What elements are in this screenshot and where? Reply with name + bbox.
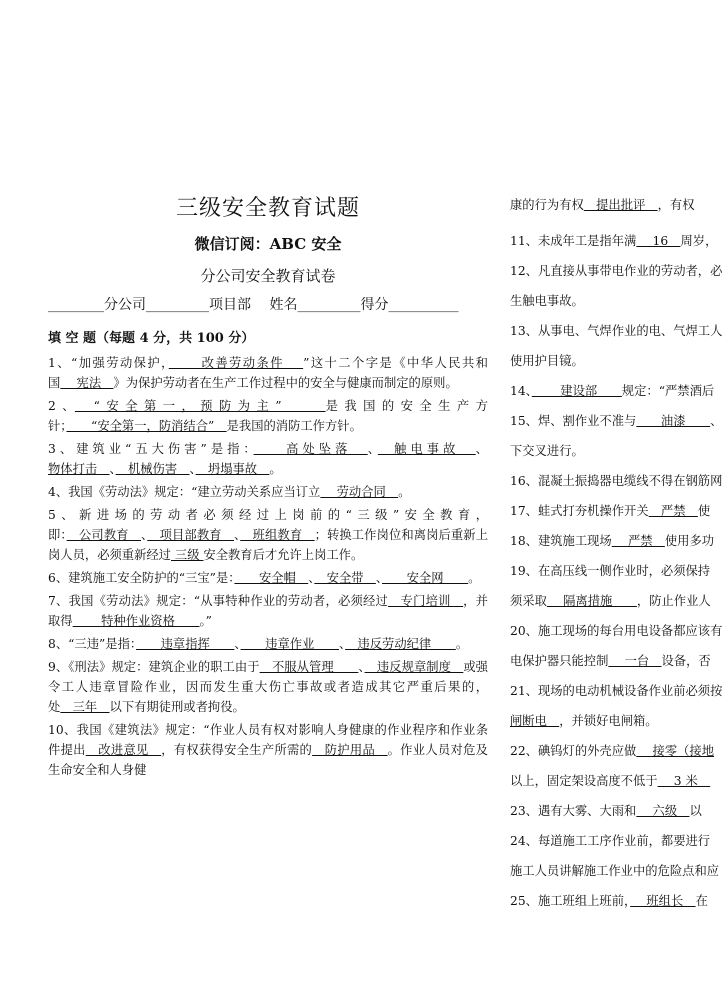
left-column <box>48 195 488 783</box>
question-line <box>510 501 710 521</box>
answer-blank: 班组教育 <box>240 528 315 542</box>
question-list <box>48 353 488 780</box>
question-item <box>48 568 488 588</box>
section-heading: 填 空 题（每题 4 分，共 100 分） <box>48 331 255 346</box>
question-text: 、 <box>234 528 241 542</box>
answer-blank: 三年 <box>60 700 110 714</box>
answer-blank: 16 <box>636 234 681 248</box>
question-text: 17、蛙式打夯机操作开关 <box>510 504 649 518</box>
question-text: 以上，固定架设高度不低于 <box>510 774 658 788</box>
answer-blank: 安全带 <box>314 571 376 585</box>
question-line <box>510 291 710 311</box>
question-line <box>510 321 722 341</box>
question-text: 25、施工班组上班前， <box>510 894 631 908</box>
answer-blank: 安全帽 <box>234 571 309 585</box>
question-text: 电保护器只能控制 <box>510 654 609 668</box>
question-line <box>510 471 722 491</box>
question-text: 、 <box>367 442 378 456</box>
question-text: 20、施工现场的每台用电设备都应该有 <box>510 624 722 638</box>
answer-blank: 接零（接地 <box>636 744 715 758</box>
question-text: 4、我国《劳动法》规定：“建立劳动关系应当订立 <box>48 485 321 499</box>
question-item <box>48 657 488 717</box>
question-item <box>48 720 488 780</box>
question-text: ，并取得 <box>48 594 488 628</box>
answer-blank: 3 米 <box>657 774 711 788</box>
question-text: ，有权 <box>657 198 695 212</box>
examinee-info-line <box>48 295 488 315</box>
question-text: 安全教育后才允许上岗工作。 <box>203 548 364 562</box>
question-text: 周岁， <box>680 234 718 248</box>
question-text: 、 <box>475 442 488 456</box>
question-text: 。 <box>398 485 411 499</box>
answer-blank: 宪法 <box>60 376 114 390</box>
question-item <box>48 396 488 436</box>
question-line <box>510 351 710 371</box>
question-text: 11、未成年工是指年满 <box>510 234 637 248</box>
question-text: 以 <box>689 804 702 818</box>
question-line <box>510 861 720 881</box>
question-text: 、 <box>234 637 241 651</box>
question-text: _________ <box>146 297 209 313</box>
question-text: 。 <box>269 462 282 476</box>
question-text: 12、凡直接从事带电作业的劳动者，必 <box>510 264 722 278</box>
answer-blank: 不服从管理 <box>259 660 359 674</box>
answer-blank: 物体打击 <box>48 462 110 476</box>
paper-subtitle: 分公司安全教育试卷 <box>200 267 336 285</box>
question-text: 7、我国《劳动法》规定：“从事特种作业的劳动者，必须经过 <box>48 594 389 608</box>
question-line <box>510 831 710 851</box>
answer-blank: 违反劳动纪律 <box>345 637 456 651</box>
question-text: 3、建筑业“五大伤害”是指： <box>48 442 254 456</box>
question-text: 22、碘钨灯的外壳应做 <box>510 744 637 758</box>
question-text: 、 <box>109 462 116 476</box>
wechat-subscription: 微信订阅：ABC 安全 <box>194 235 342 253</box>
answer-blank: 改进意见 <box>85 743 162 757</box>
question-text: ，防止作业人 <box>636 594 711 608</box>
question-item <box>48 591 488 631</box>
question-text: 、 <box>375 571 383 585</box>
question-text: 使用多功 <box>664 534 715 548</box>
answer-blank: 特种作业资格 <box>72 614 200 628</box>
question-text: 19、在高压线一侧作业时，必须保持 <box>510 564 711 578</box>
exam-title: 三级安全教育试题 <box>175 196 360 221</box>
question-text: 是我国的消防工作方针。 <box>226 419 362 433</box>
answer-blank: 违章作业 <box>240 637 339 651</box>
question-text: 使 <box>697 504 711 518</box>
question-text: 设备，否 <box>661 654 711 668</box>
question-text: 是我国的安全生产方针； <box>48 399 488 433</box>
question-text: 9、《刑法》规定：建筑企业的职工由于 <box>48 660 260 674</box>
question-item <box>48 505 488 565</box>
question-text: 6、建筑施工安全防护的“三宝”是： <box>48 571 235 585</box>
question-line <box>510 771 710 791</box>
question-text: 、 <box>710 414 722 428</box>
question-item <box>48 482 488 502</box>
answer-blank: 公司教育 <box>66 528 141 542</box>
answer-blank: 劳动合同 <box>320 485 399 499</box>
question-item <box>48 353 488 393</box>
question-text: 2、 <box>48 399 75 413</box>
question-text: 》为保护劳动者在生产工作过程中的安全与健康而制定的原则。 <box>113 376 458 390</box>
question-line <box>510 261 722 281</box>
question-line <box>510 681 722 701</box>
answer-blank: 防护用品 <box>312 743 388 757</box>
question-text: 。 <box>468 571 481 585</box>
question-text: 14、 <box>510 384 532 398</box>
question-text: 、 <box>308 571 315 585</box>
question-item <box>48 439 488 479</box>
question-text: 。” <box>199 614 212 628</box>
question-text: 、 <box>141 528 148 542</box>
answer-blank: 专门培训 <box>388 594 464 608</box>
answer-blank: 违章指挥 <box>136 637 235 651</box>
answer-blank: 闸断电 <box>510 714 560 728</box>
question-text: 5、新进场的劳动者必须经过上岗前的“三级”安全教育，即： <box>48 508 488 542</box>
answer-blank: 高处坠落 <box>253 442 368 456</box>
answer-blank: 坍塌事故 <box>195 462 270 476</box>
answer-blank: 项目部教育 <box>147 528 234 542</box>
question-line <box>510 711 710 731</box>
question-text: 得分 <box>360 297 389 313</box>
question-line <box>510 231 718 251</box>
answer-blank: 一台 <box>608 654 662 668</box>
question-text: 或强令工人违章冒险作业，因而发生重大伤亡事故或者造成其它严重后果的，处 <box>48 660 488 714</box>
question-text: _________ <box>297 297 361 313</box>
answer-blank: “安全第一，预防为主” <box>74 399 326 413</box>
question-text: 21、现场的电动机械设备作业前必须按 <box>510 684 722 698</box>
question-line <box>510 801 710 821</box>
question-text: 13、从事电、气焊作业的电、气焊工人 <box>510 324 722 338</box>
question-text: 23、遇有大雾、大雨和 <box>510 804 637 818</box>
answer-blank: 六级 <box>636 804 690 818</box>
question-text: 18、建筑施工现场 <box>510 534 612 548</box>
question-text: 生触电事故。 <box>510 294 584 308</box>
question-text: ”这十二个字是《中华人民共和国 <box>48 356 488 390</box>
question-text: ，并锁好电闸箱。 <box>559 714 658 728</box>
question-text: 分公司 <box>104 297 146 313</box>
question-text: 项目部 姓名 <box>209 297 298 313</box>
question-item <box>48 634 488 654</box>
answer-blank: 违反规章制度 <box>364 660 464 674</box>
question-text: 1、“加强劳动保护， <box>48 356 169 370</box>
answer-blank: 触电事故 <box>377 442 476 456</box>
question-line <box>510 741 715 761</box>
question-text: ；转换工作岗位和离岗后重新上岗人员，必须重新经过 <box>48 528 488 562</box>
right-column <box>510 195 722 921</box>
answer-blank: 三级 <box>170 548 204 562</box>
answer-blank: 严禁 <box>648 504 698 518</box>
question-line <box>510 561 710 581</box>
question-text: 下交叉进行。 <box>510 444 584 458</box>
answer-blank: 隔离措施 <box>546 594 637 608</box>
question-text: 使用护目镜。 <box>510 354 584 368</box>
question-text: 规定：“严禁酒后 <box>621 384 715 398</box>
question-text: ，有权获得安全生产所需的 <box>161 743 313 757</box>
answer-blank: 改善劳动条件 <box>168 356 304 370</box>
question-line <box>510 411 722 431</box>
answer-blank: 安全网 <box>382 571 469 585</box>
answer-blank: 油漆 <box>636 414 711 428</box>
question-text: 15、焊、割作业不准与 <box>510 414 637 428</box>
question-line <box>510 651 710 671</box>
question-text: 须采取 <box>510 594 547 608</box>
question-text: ________ <box>48 297 104 313</box>
question-line <box>510 591 710 611</box>
question-line <box>510 195 710 215</box>
question-text: 、 <box>189 462 196 476</box>
question-line <box>510 381 715 401</box>
question-text: 。作业人员对危及生命安全和人身健 <box>48 743 488 777</box>
question-line <box>510 441 710 461</box>
question-text: 10、我国《建筑法》规定：“作业人员有权对影响人身健康的作业程序和作业条件提出 <box>48 723 488 757</box>
answer-blank: 班组长 <box>630 894 696 908</box>
answer-blank: 建设部 <box>531 384 622 398</box>
answer-blank: 严禁 <box>611 534 665 548</box>
question-text: 、 <box>358 660 365 674</box>
question-text: 康的行为有权 <box>510 198 584 212</box>
answer-blank: 提出批评 <box>583 198 658 212</box>
question-line <box>510 621 722 641</box>
answer-blank: “安全第一，防消结合” <box>66 419 227 433</box>
question-text: __________ <box>388 297 459 313</box>
answer-blank: 机械伤害 <box>115 462 190 476</box>
question-text: 在 <box>695 894 708 908</box>
question-text: 16、混凝土振捣器电缆线不得在钢筋网 <box>510 474 722 488</box>
question-line <box>510 891 710 911</box>
question-text: 8、“三违”是指： <box>48 637 137 651</box>
question-text: 24、每道施工工序作业前，都要进行 <box>510 834 711 848</box>
question-text: 。 <box>455 637 469 651</box>
question-text: 施工人员讲解施工作业中的危险点和应 <box>510 864 720 878</box>
question-text: 以下有期徒刑或者拘役。 <box>109 700 245 714</box>
question-line <box>510 531 715 551</box>
question-text: 、 <box>338 637 346 651</box>
